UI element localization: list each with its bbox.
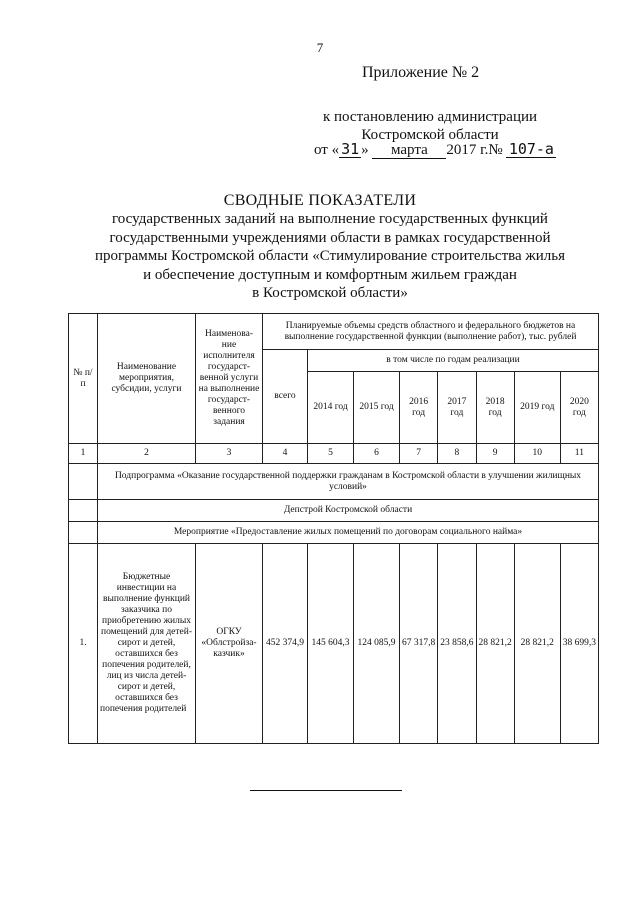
subtitle-line: государственных заданий на выполнение государственных функций <box>112 211 548 227</box>
subtitle-line: государственными учреждениями области в рамках государственной <box>109 229 551 246</box>
decree-number: 107-а <box>506 142 556 158</box>
column-number: 1 <box>69 444 98 464</box>
column-number: 6 <box>354 444 400 464</box>
row-executor: ОГКУ «Облстройза-казчик» <box>196 544 263 744</box>
header-year: 2015 год <box>354 372 400 444</box>
column-number: 11 <box>560 444 598 464</box>
decree-month: марта <box>372 143 446 159</box>
header-by-years: в том числе по годам реализации <box>308 350 599 372</box>
header-year: 2017 год <box>438 372 476 444</box>
column-number: 7 <box>400 444 438 464</box>
decree-day: 31 <box>341 140 360 158</box>
row-name: Бюджетные инвестиции на выполнение функций заказчика по приобретению жилых помещений для детей-сирот и детей, оставшихся без попечения родителей, лиц из числа детей-сирот и детей, оставшихся без попечения родителей <box>98 544 196 744</box>
subtitle-line: программы Костромской области «Стимулирование строительства жилья <box>94 248 566 264</box>
subprogram-row: Подпрограмма «Оказание государственной поддержки гражданам в Костромской области в улучшении жилищных условий» <box>98 464 599 500</box>
decree-year: 2017 г.№ <box>446 142 503 158</box>
row-year-value: 145 604,3 <box>308 544 354 744</box>
row-year-value: 28 821,2 <box>476 544 514 744</box>
decree-line-1: к постановлению администрации <box>322 109 538 125</box>
row-year-value: 23 858,6 <box>438 544 476 744</box>
header-year: 2019 год <box>514 372 560 444</box>
row-year-value: 38 699,3 <box>560 544 598 744</box>
document-title: СВОДНЫЕ ПОКАЗАТЕЛИ <box>223 192 417 209</box>
row-total: 452 374,9 <box>263 544 308 744</box>
decree-mid: » <box>361 142 369 158</box>
subtitle-line: и обеспечение доступным и комфортным жильем граждан <box>143 266 517 283</box>
page-number: 7 <box>316 40 324 55</box>
decree-date-line <box>314 142 556 159</box>
column-number: 9 <box>476 444 514 464</box>
row-year-value: 28 821,2 <box>514 544 560 744</box>
header-name: Наименование мероприятия, субсидии, услуги <box>98 314 196 444</box>
subtitle-line: в Костромской области» <box>252 285 408 301</box>
column-number: 10 <box>514 444 560 464</box>
header-year: 2018 год <box>476 372 514 444</box>
column-number: 2 <box>98 444 196 464</box>
column-number: 4 <box>263 444 308 464</box>
decree-line-2: Костромской области <box>361 127 499 143</box>
department-row: Депстрой Костромской области <box>98 500 599 522</box>
annex-label: Приложение № 2 <box>362 64 480 81</box>
document-subtitle <box>90 210 570 303</box>
row-num: 1. <box>69 544 98 744</box>
header-year: 2020 год <box>560 372 598 444</box>
indicators-table <box>68 313 599 744</box>
closing-divider <box>250 790 402 791</box>
table-row <box>69 544 599 744</box>
column-number: 3 <box>196 444 263 464</box>
column-number: 5 <box>308 444 354 464</box>
row-year-value: 67 317,8 <box>400 544 438 744</box>
measure-row: Мероприятие «Предоставление жилых помещений по договорам социального найма» <box>98 522 599 544</box>
decree-prefix: от « <box>314 142 340 158</box>
row-year-value: 124 085,9 <box>354 544 400 744</box>
header-num: № п/п <box>69 314 98 444</box>
header-planned: Планируемые объемы средств областного и федерального бюджетов на выполнение государственной функции (выполнение работ), тыс. рублей <box>263 314 599 350</box>
header-year: 2016 год <box>400 372 438 444</box>
header-year: 2014 год <box>308 372 354 444</box>
header-total: всего <box>263 350 308 444</box>
header-executor: Наименова-ние исполнителя государст-венной услуги на выполнение государст-венного задания <box>196 314 263 444</box>
column-number: 8 <box>438 444 476 464</box>
